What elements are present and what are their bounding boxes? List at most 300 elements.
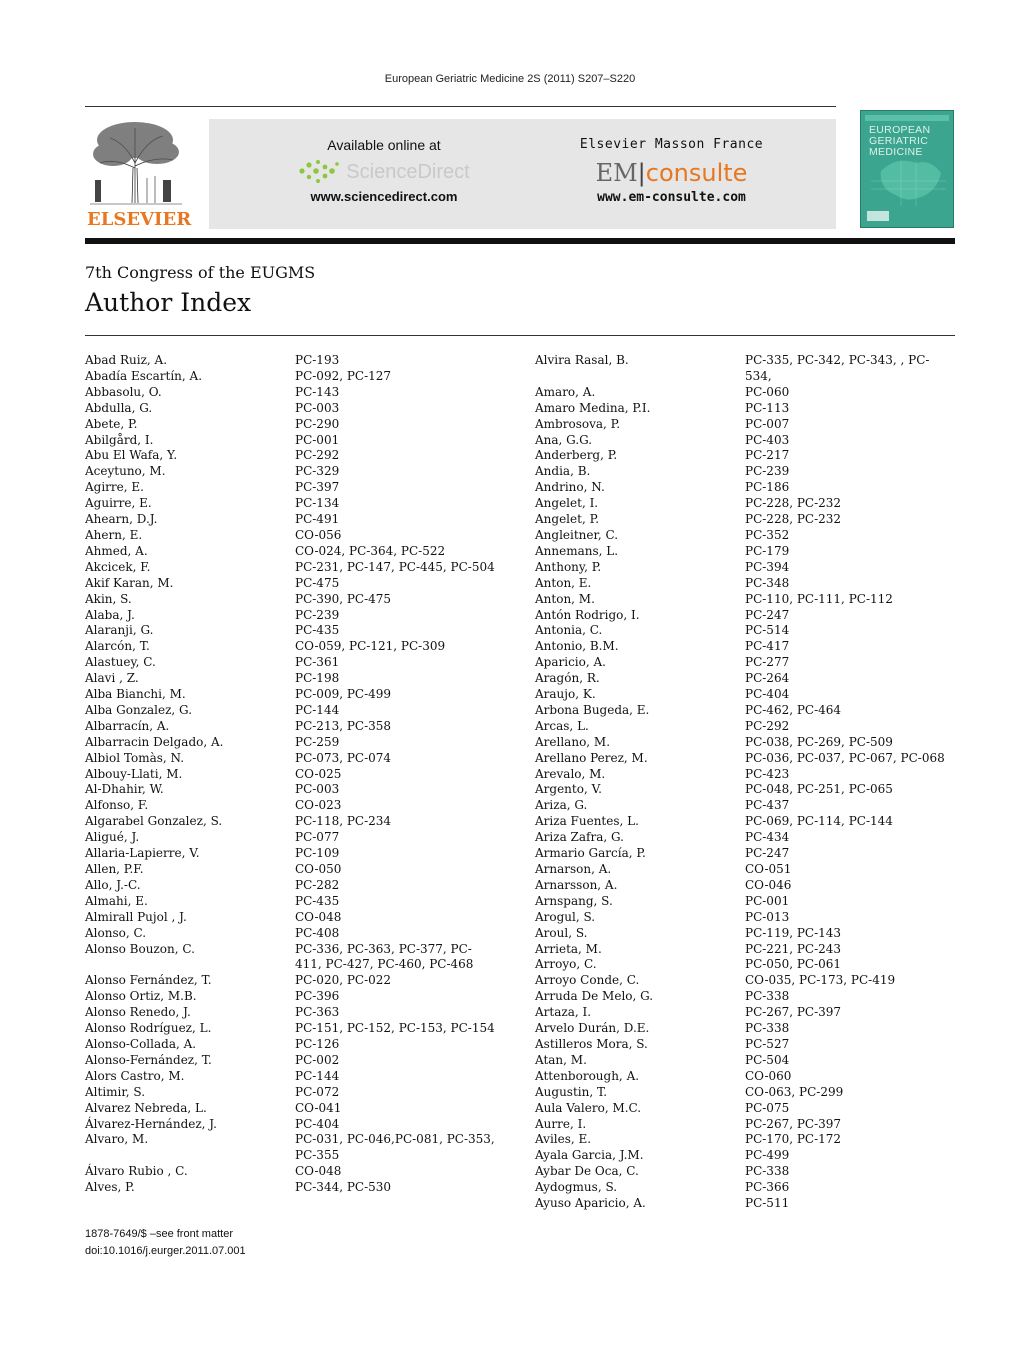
author-name: Arrieta, M. <box>535 941 602 956</box>
abstract-refs[interactable]: CO-048 <box>295 1164 342 1179</box>
author-name: Arellano, M. <box>535 734 611 749</box>
index-entry <box>535 989 945 1005</box>
author-name: Aybar De Oca, C. <box>535 1164 639 1179</box>
abstract-refs[interactable]: PC-338 <box>745 1021 790 1036</box>
abstract-refs[interactable]: PC-213, PC-358 <box>295 718 392 733</box>
author-name: Alors Castro, M. <box>85 1068 185 1083</box>
cover-title-line-3: MEDICINE <box>869 146 923 158</box>
index-entry <box>85 1117 495 1133</box>
abstract-refs[interactable]: PC-144 <box>295 1068 340 1083</box>
index-entry <box>85 767 495 783</box>
author-name: Alonso-Collada, A. <box>85 1036 197 1051</box>
abstract-refs[interactable]: PC-072 <box>295 1084 340 1099</box>
author-name: Atan, M. <box>535 1052 587 1067</box>
author-name: Aparicio, A. <box>535 655 606 670</box>
abstract-refs[interactable]: PC-292 <box>295 448 340 463</box>
index-entry <box>85 671 495 687</box>
abstract-refs[interactable]: PC-267, PC-397 <box>745 1116 842 1131</box>
sciencedirect-logo <box>279 159 489 185</box>
abstract-refs[interactable]: PC-075 <box>745 1100 790 1115</box>
abstract-refs[interactable]: PC-363 <box>295 1005 340 1020</box>
abstract-refs[interactable]: PC-170, PC-172 <box>745 1132 842 1147</box>
abstract-refs[interactable]: CO-024, PC-364, PC-522 <box>295 543 446 558</box>
abstract-refs[interactable]: PC-527 <box>745 1036 790 1051</box>
abstract-refs[interactable]: PC-119, PC-143 <box>745 925 842 940</box>
author-name: Alonso-Fernández, T. <box>85 1052 212 1067</box>
abstract-refs[interactable]: CO-048 <box>295 909 342 924</box>
abstract-refs[interactable]: PC-069, PC-114, PC-144 <box>745 814 893 829</box>
index-entry <box>85 1164 495 1180</box>
index-entry <box>535 1085 945 1101</box>
index-entry <box>535 1037 945 1053</box>
author-name: Alaranji, G. <box>85 623 154 638</box>
abstract-refs[interactable]: PC-336, PC-363, PC-377, PC-411, PC-427, PC-460, PC-468 <box>295 941 474 972</box>
index-entry <box>535 703 945 719</box>
index-entry <box>535 957 945 973</box>
author-name: Aroul, S. <box>535 925 588 940</box>
abstract-refs[interactable]: PC-009, PC-499 <box>295 687 392 702</box>
author-name: Andia, B. <box>535 464 591 479</box>
author-name: Arevalo, M. <box>535 766 606 781</box>
index-entry <box>535 671 945 687</box>
index-entry <box>535 1164 945 1180</box>
index-entry <box>535 782 945 798</box>
author-name: Alba Bianchi, M. <box>85 687 186 702</box>
author-name: Almirall Pujol , J. <box>85 909 187 924</box>
abstract-refs[interactable]: PC-338 <box>745 1164 790 1179</box>
index-entry <box>85 401 495 417</box>
author-name: Algarabel Gonzalez, S. <box>85 814 223 829</box>
index-entry <box>535 464 945 480</box>
index-entry <box>535 830 945 846</box>
index-entry <box>535 687 945 703</box>
running-head: European Geriatric Medicine 2S (2011) S207–S220 <box>384 73 636 85</box>
index-entry <box>85 1132 495 1164</box>
index-entry <box>85 751 495 767</box>
abstract-refs[interactable]: PC-020, PC-022 <box>295 973 392 988</box>
abstract-refs[interactable]: PC-228, PC-232 <box>745 512 842 527</box>
abstract-refs[interactable]: PC-292 <box>745 718 790 733</box>
abstract-refs[interactable]: PC-504 <box>745 1052 790 1067</box>
abstract-refs[interactable]: PC-404 <box>745 687 790 702</box>
index-entry <box>85 560 495 576</box>
cover-title-line-2: GERIATRIC <box>869 135 929 147</box>
abstract-refs[interactable]: PC-514 <box>745 623 790 638</box>
index-entry <box>535 592 945 608</box>
author-name: Akif Karan, M. <box>85 575 174 590</box>
abstract-refs[interactable]: PC-348 <box>745 575 790 590</box>
author-name: Aguirre, E. <box>85 496 152 511</box>
index-entry <box>85 1101 495 1117</box>
title-rule <box>85 335 955 336</box>
abstract-refs[interactable]: PC-352 <box>745 527 790 542</box>
author-name: Alonso Ortiz, M.B. <box>85 989 197 1004</box>
abstract-refs[interactable]: PC-264 <box>745 671 790 686</box>
index-entry <box>85 496 495 512</box>
author-name: Ahern, E. <box>85 527 143 542</box>
author-name: Abilgård, I. <box>85 432 154 447</box>
author-name: Antonio, B.M. <box>535 639 619 654</box>
author-name: Astilleros Mora, S. <box>535 1036 648 1051</box>
index-entry <box>535 798 945 814</box>
em-consulte-url[interactable]: www.em-consulte.com <box>597 190 746 205</box>
abstract-refs[interactable]: PC-144 <box>295 702 340 717</box>
abstract-refs[interactable]: PC-003 <box>295 400 340 415</box>
author-name: Allaria-Lapierre, V. <box>85 846 200 861</box>
abstract-refs[interactable]: PC-198 <box>295 671 340 686</box>
author-name: Ayala Garcia, J.M. <box>535 1148 644 1163</box>
abstract-refs[interactable]: PC-397 <box>295 480 340 495</box>
author-name: Abdulla, G. <box>85 400 153 415</box>
abstract-refs[interactable]: PC-396 <box>295 989 340 1004</box>
index-entry <box>85 814 495 830</box>
abstract-refs[interactable]: PC-344, PC-530 <box>295 1180 392 1195</box>
abstract-refs[interactable]: PC-511 <box>745 1196 790 1211</box>
abstract-refs[interactable]: PC-437 <box>745 798 790 813</box>
abstract-refs[interactable]: PC-050, PC-061 <box>745 957 842 972</box>
index-entry <box>85 608 495 624</box>
index-entry <box>85 989 495 1005</box>
index-entry <box>85 385 495 401</box>
author-name: Abu El Wafa, Y. <box>85 448 178 463</box>
author-name: Arvelo Durán, D.E. <box>535 1021 650 1036</box>
abstract-refs[interactable]: PC-001 <box>295 432 340 447</box>
index-entry <box>85 719 495 735</box>
index-entry <box>535 576 945 592</box>
abstract-refs[interactable]: CO-046 <box>745 877 792 892</box>
abstract-refs[interactable]: PC-126 <box>295 1036 340 1051</box>
abstract-refs[interactable]: PC-267, PC-397 <box>745 1005 842 1020</box>
abstract-refs[interactable]: CO-025 <box>295 766 342 781</box>
author-name: Ambrosova, P. <box>535 416 621 431</box>
index-entry <box>85 830 495 846</box>
journal-banner <box>85 110 955 230</box>
index-entry <box>535 623 945 639</box>
author-name: Alonso, C. <box>85 925 147 940</box>
author-name: Álvarez-Hernández, J. <box>85 1116 217 1131</box>
index-entry <box>535 735 945 751</box>
abstract-refs[interactable]: PC-001 <box>745 893 790 908</box>
index-entry <box>535 1180 945 1196</box>
author-name: Aurre, I. <box>535 1116 587 1131</box>
index-entry <box>85 369 495 385</box>
abstract-refs[interactable]: PC-462, PC-464 <box>745 702 842 717</box>
index-entry <box>535 448 945 464</box>
index-entry <box>85 576 495 592</box>
congress-heading: 7th Congress of the EUGMS <box>85 263 316 282</box>
author-name: Arcas, L. <box>535 718 589 733</box>
abstract-refs[interactable]: CO-056 <box>295 527 342 542</box>
author-name: Antonia, C. <box>535 623 603 638</box>
abstract-refs[interactable]: PC-259 <box>295 734 340 749</box>
author-name: Amaro, A. <box>535 384 596 399</box>
author-name: Abbasolu, O. <box>85 384 162 399</box>
abstract-refs[interactable]: PC-073, PC-074 <box>295 750 392 765</box>
doi-line[interactable]: doi:10.1016/j.eurger.2011.07.001 <box>85 1245 246 1257</box>
index-entry <box>85 623 495 639</box>
author-name: Arellano Perez, M. <box>535 750 648 765</box>
index-entry <box>85 480 495 496</box>
index-entry <box>85 862 495 878</box>
author-name: Amaro Medina, P.I. <box>535 400 651 415</box>
index-entry <box>535 894 945 910</box>
author-name: Artaza, I. <box>535 1005 592 1020</box>
author-name: Akin, S. <box>85 591 132 606</box>
abstract-refs[interactable]: PC-434 <box>745 830 790 845</box>
online-availability-box <box>209 119 836 229</box>
author-name: Ana, G.G. <box>535 432 593 447</box>
index-entry <box>535 751 945 767</box>
index-entry <box>535 496 945 512</box>
author-name: Ariza Zafra, G. <box>535 830 624 845</box>
author-name: Albarracin Delgado, A. <box>85 734 224 749</box>
index-entry <box>535 385 945 401</box>
abstract-refs[interactable]: PC-239 <box>295 607 340 622</box>
index-entry <box>85 703 495 719</box>
index-entry <box>85 1085 495 1101</box>
abstract-refs[interactable]: PC-435 <box>295 623 340 638</box>
index-entry <box>85 926 495 942</box>
author-name: Álvaro Rubio , C. <box>85 1164 188 1179</box>
author-name: Arogul, S. <box>535 909 596 924</box>
index-entry <box>85 782 495 798</box>
abstract-refs[interactable]: PC-118, PC-234 <box>295 814 392 829</box>
abstract-refs[interactable]: PC-134 <box>295 496 340 511</box>
abstract-refs[interactable]: PC-361 <box>295 655 340 670</box>
abstract-refs[interactable]: PC-092, PC-127 <box>295 368 392 383</box>
index-entry <box>85 973 495 989</box>
abstract-refs[interactable]: PC-109 <box>295 846 340 861</box>
index-entry <box>535 480 945 496</box>
author-name: Altimir, S. <box>85 1084 146 1099</box>
sciencedirect-url[interactable]: www.sciencedirect.com <box>310 189 458 204</box>
index-entry <box>85 433 495 449</box>
author-name: Alonso Bouzon, C. <box>85 941 195 956</box>
index-entry <box>535 608 945 624</box>
author-name: Arroyo, C. <box>535 957 597 972</box>
abstract-refs[interactable]: PC-282 <box>295 877 340 892</box>
author-name: Alavi , Z. <box>85 671 139 686</box>
abstract-refs[interactable]: PC-143 <box>295 384 340 399</box>
index-entry <box>535 1148 945 1164</box>
index-entry <box>85 942 495 974</box>
abstract-refs[interactable]: PC-038, PC-269, PC-509 <box>745 734 893 749</box>
abstract-refs[interactable]: PC-221, PC-243 <box>745 941 842 956</box>
em-publisher-label: Elsevier Masson France <box>579 137 764 152</box>
index-entry <box>535 1021 945 1037</box>
author-name: Albouy-Llati, M. <box>85 766 183 781</box>
elsevier-logo[interactable] <box>85 118 192 230</box>
journal-cover-thumbnail[interactable] <box>860 110 954 228</box>
index-entry <box>85 1069 495 1085</box>
author-name: Abad Ruiz, A. <box>85 353 168 367</box>
author-name: Alvaro, M. <box>85 1132 149 1147</box>
abstract-refs[interactable]: PC-003 <box>295 782 340 797</box>
author-name: Arnarsson, A. <box>535 877 618 892</box>
abstract-refs[interactable]: PC-417 <box>745 639 790 654</box>
index-entry <box>535 353 945 385</box>
author-name: Annemans, L. <box>535 543 619 558</box>
abstract-refs[interactable]: PC-113 <box>745 400 790 415</box>
abstract-refs[interactable]: CO-035, PC-173, PC-419 <box>745 973 896 988</box>
elsevier-tree-icon <box>85 118 187 208</box>
index-entry <box>85 910 495 926</box>
index-entry <box>535 910 945 926</box>
author-name: Allen, P.F. <box>85 862 144 876</box>
top-rule <box>85 106 836 107</box>
page-title: Author Index <box>85 288 252 317</box>
author-name: Arbona Bugeda, E. <box>535 702 650 717</box>
cover-title-line-1: EUROPEAN <box>869 124 931 136</box>
author-name: Ahmed, A. <box>85 543 148 558</box>
author-name: Ariza, G. <box>535 798 588 813</box>
author-name: Arruda De Melo, G. <box>535 989 654 1004</box>
abstract-refs[interactable]: PC-329 <box>295 464 340 479</box>
index-entry <box>535 1196 945 1212</box>
abstract-refs[interactable]: PC-231, PC-147, PC-445, PC-504 <box>295 559 495 574</box>
author-name: Armario García, P. <box>535 846 646 861</box>
index-entry <box>85 1021 495 1037</box>
index-entry <box>535 767 945 783</box>
abstract-refs[interactable]: PC-394 <box>745 559 790 574</box>
author-name: Attenborough, A. <box>535 1068 640 1083</box>
author-name: Antón Rodrigo, I. <box>535 607 640 622</box>
author-name: Alonso Rodríguez, L. <box>85 1021 212 1036</box>
index-entry <box>85 448 495 464</box>
abstract-refs[interactable]: PC-217 <box>745 448 790 463</box>
author-name: Allo, J.-C. <box>85 877 141 892</box>
index-entry <box>85 894 495 910</box>
abstract-refs[interactable]: CO-041 <box>295 1100 342 1115</box>
author-name: Anton, M. <box>535 591 595 606</box>
index-entry <box>535 846 945 862</box>
abstract-refs[interactable]: PC-475 <box>295 575 340 590</box>
abstract-refs[interactable]: PC-228, PC-232 <box>745 496 842 511</box>
abstract-refs[interactable]: CO-051 <box>745 862 792 876</box>
abstract-refs[interactable]: PC-036, PC-037, PC-067, PC-068 <box>745 750 945 765</box>
author-name: Alonso Renedo, J. <box>85 1005 191 1020</box>
author-name: Aviles, E. <box>535 1132 592 1147</box>
author-name: Alarcón, T. <box>85 639 150 654</box>
index-entry <box>535 1005 945 1021</box>
author-name: Ahearn, D.J. <box>85 512 158 527</box>
index-entry <box>85 735 495 751</box>
index-entry <box>535 639 945 655</box>
abstract-refs[interactable]: PC-060 <box>745 384 790 399</box>
author-name: Argento, V. <box>535 782 602 797</box>
abstract-refs[interactable]: PC-435 <box>295 893 340 908</box>
abstract-refs[interactable]: PC-110, PC-111, PC-112 <box>745 591 893 606</box>
index-entry <box>535 973 945 989</box>
abstract-refs[interactable]: CO-023 <box>295 798 342 813</box>
abstract-refs[interactable]: PC-423 <box>745 766 790 781</box>
index-entry <box>85 639 495 655</box>
author-name: Angleitner, C. <box>535 527 619 542</box>
index-entry <box>85 1180 495 1196</box>
index-entry <box>85 512 495 528</box>
author-name: Agirre, E. <box>85 480 144 495</box>
author-name: Alvira Rasal, B. <box>535 353 629 367</box>
abstract-refs[interactable]: PC-193 <box>295 353 340 367</box>
author-name: Alaba, J. <box>85 607 135 622</box>
index-entry <box>535 528 945 544</box>
abstract-refs[interactable]: PC-408 <box>295 925 340 940</box>
index-entry <box>535 433 945 449</box>
author-name: Aula Valero, M.C. <box>535 1100 642 1115</box>
author-name: Alastuey, C. <box>85 655 156 670</box>
abstract-refs[interactable]: PC-007 <box>745 416 790 431</box>
author-name: Aligué, J. <box>85 830 140 845</box>
abstract-refs[interactable]: PC-366 <box>745 1180 790 1195</box>
index-entry <box>535 926 945 942</box>
author-name: Augustin, T. <box>535 1084 608 1099</box>
index-entry <box>85 353 495 369</box>
index-entry <box>85 878 495 894</box>
index-entry <box>535 942 945 958</box>
abstract-refs[interactable]: PC-335, PC-342, PC-343, , PC-534, <box>745 353 930 383</box>
author-name: Angelet, P. <box>535 512 600 527</box>
abstract-refs[interactable]: PC-002 <box>295 1052 340 1067</box>
author-name: Araujo, K. <box>535 687 596 702</box>
abstract-refs[interactable]: PC-499 <box>745 1148 790 1163</box>
sciencedirect-block[interactable] <box>279 137 489 204</box>
index-entry <box>85 1005 495 1021</box>
index-entry <box>535 544 945 560</box>
abstract-refs[interactable]: PC-179 <box>745 543 790 558</box>
index-entry <box>535 512 945 528</box>
author-name: Alves, P. <box>85 1180 135 1195</box>
abstract-refs[interactable]: PC-247 <box>745 846 790 861</box>
abstract-refs[interactable]: CO-050 <box>295 862 342 876</box>
abstract-refs[interactable]: PC-186 <box>745 480 790 495</box>
author-name: Abadía Escartín, A. <box>85 368 203 383</box>
index-entry <box>85 1053 495 1069</box>
index-entry <box>535 1053 945 1069</box>
abstract-refs[interactable]: PC-031, PC-046,PC-081, PC-353, PC-355 <box>295 1132 495 1163</box>
abstract-refs[interactable]: PC-151, PC-152, PC-153, PC-154 <box>295 1021 495 1036</box>
abstract-refs[interactable]: PC-247 <box>745 607 790 622</box>
index-entry <box>85 544 495 560</box>
abstract-refs[interactable]: PC-077 <box>295 830 340 845</box>
thick-rule <box>85 238 955 244</box>
abstract-refs[interactable]: PC-277 <box>745 655 790 670</box>
abstract-refs[interactable]: PC-390, PC-475 <box>295 591 392 606</box>
abstract-refs[interactable]: PC-491 <box>295 512 340 527</box>
author-name: Anton, E. <box>535 575 592 590</box>
abstract-refs[interactable]: PC-013 <box>745 909 790 924</box>
abstract-refs[interactable]: CO-063, PC-299 <box>745 1084 844 1099</box>
sciencedirect-wordmark: ScienceDirect <box>346 160 470 183</box>
author-name: Akcicek, F. <box>85 559 151 574</box>
abstract-refs[interactable]: PC-404 <box>295 1116 340 1131</box>
abstract-refs[interactable]: CO-060 <box>745 1068 792 1083</box>
abstract-refs[interactable]: PC-239 <box>745 464 790 479</box>
cover-title <box>869 125 930 158</box>
abstract-refs[interactable]: PC-048, PC-251, PC-065 <box>745 782 893 797</box>
author-name: Aragón, R. <box>535 671 600 686</box>
index-entry <box>85 687 495 703</box>
author-name: Aceytuno, M. <box>85 464 166 479</box>
index-entry <box>85 655 495 671</box>
abstract-refs[interactable]: CO-059, PC-121, PC-309 <box>295 639 446 654</box>
abstract-refs[interactable]: PC-403 <box>745 432 790 447</box>
em-consulte-block[interactable] <box>579 137 764 205</box>
elsevier-wordmark: ELSEVIER <box>87 209 192 230</box>
index-entry <box>85 528 495 544</box>
abstract-refs[interactable]: PC-338 <box>745 989 790 1004</box>
em-logo-em: EM <box>595 159 638 187</box>
abstract-refs[interactable]: PC-290 <box>295 416 340 431</box>
